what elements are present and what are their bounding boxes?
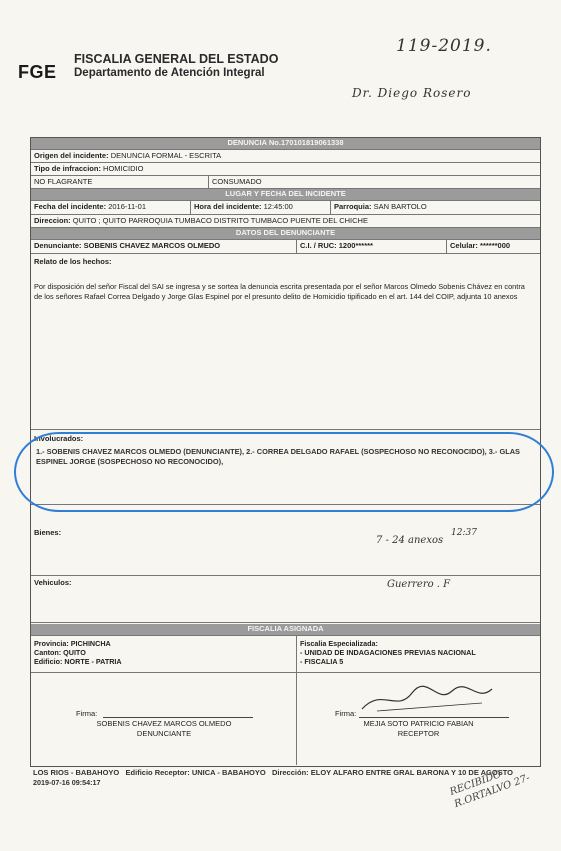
origin-label: Origen del incidente:	[34, 151, 109, 160]
footer-location: LOS RIOS - BABAHOYO	[33, 768, 120, 777]
parish-label: Parroquia:	[334, 202, 372, 211]
canton-value: QUITO	[63, 648, 86, 657]
receptor-signature-scribble	[357, 683, 497, 715]
address-label: Direccion:	[34, 216, 71, 225]
status-value: CONSUMADO	[212, 177, 262, 186]
id-label: C.I. / RUC:	[300, 241, 337, 250]
denunciante-value: SOBENIS CHAVEZ MARCOS OLMEDO	[83, 241, 221, 250]
logo-mark: FGE	[18, 62, 57, 82]
address-row	[31, 215, 540, 228]
footer-address-value: ELOY ALFARO ENTRE GRAL BARONA Y 10 DE AGOSTO	[310, 768, 514, 777]
received-stamp: RECIBIDO R.ORTALVO 27-	[448, 769, 532, 811]
footer-address-label: Dirección:	[271, 768, 309, 777]
fiscalia-row	[31, 636, 540, 673]
left-signer-name: SOBENIS CHAVEZ MARCOS OLMEDO	[96, 719, 232, 728]
right-signer-role: RECEPTOR	[397, 729, 440, 738]
parish-value: SAN BARTOLO	[373, 202, 427, 211]
date-label: Fecha del incidente:	[34, 202, 107, 211]
involucrados-text: 1.- SOBENIS CHAVEZ MARCOS OLMEDO (DENUNCIANTE), 2.- CORREA DELGADO RAFAEL (SOSPECHOSO NO RECONOCIDO), 3.- GLAS ESPINEL JORGE (SOSPECHOSO NO RECONOCIDO),	[36, 447, 520, 466]
specialized-line2: - FISCALIA 5	[300, 657, 344, 666]
phone-label: Celular:	[450, 241, 478, 250]
handwritten-name: Dr. Diego Rosero	[352, 86, 472, 100]
date-row	[31, 201, 540, 215]
handwritten-signature-note: Guerrero . F	[387, 579, 451, 590]
handwritten-time: 12:37	[451, 528, 477, 538]
canton-label: Canton:	[34, 648, 62, 657]
left-signature-line	[103, 717, 253, 718]
receptor-signature-box	[297, 673, 540, 765]
denunciante-row	[31, 240, 540, 254]
infraction-value: HOMICIDIO	[103, 164, 144, 173]
origin-value: DENUNCIA FORMAL - ESCRITA	[110, 151, 222, 160]
specialized-label: Fiscalia Especializada:	[300, 639, 378, 648]
right-signature-line	[359, 717, 509, 718]
footer-building-value: UNICA - BABAHOYO	[191, 768, 266, 777]
institution-title: FISCALIA GENERAL DEL ESTADO	[74, 52, 279, 66]
right-firma-label: Firma:	[335, 709, 357, 718]
lugar-bar: LUGAR Y FECHA DEL INCIDENTE	[31, 189, 540, 201]
province-label: Provincia:	[34, 639, 69, 648]
vehiculos-section	[31, 575, 540, 623]
denuncia-number-bar: DENUNCIA No.170101819061338	[31, 138, 540, 150]
phone-value: ******000	[480, 241, 511, 250]
department-title: Departamento de Atención Integral	[74, 67, 265, 79]
origin-row	[31, 150, 540, 163]
highlight-oval	[14, 432, 554, 512]
fiscalia-bar: FISCALIA ASIGNADA	[31, 624, 540, 636]
left-signer-role: DENUNCIANTE	[136, 729, 192, 738]
denunciante-signature-box	[31, 673, 297, 765]
denunciante-label: Denunciante:	[34, 241, 82, 250]
time-value: 12:45:00	[263, 202, 293, 211]
relato-title: Relato de los hechos:	[34, 257, 112, 266]
denunciante-bar: DATOS DEL DENUNCIANTE	[31, 228, 540, 240]
address-value: QUITO ; QUITO PARROQUIA TUMBACO DISTRITO TUMBACO PUENTE DEL CHICHE	[72, 216, 368, 225]
id-value: 1200******	[338, 241, 373, 250]
infraction-row	[31, 163, 540, 176]
time-label: Hora del incidente:	[194, 202, 262, 211]
building-value: NORTE - PATRIA	[64, 657, 122, 666]
fge-logo	[18, 62, 64, 102]
footer-timestamp: 2019-07-16 09:54:17	[33, 777, 101, 787]
firmas-row	[31, 673, 540, 765]
involucrados-title: Involucrados:	[34, 434, 84, 443]
building-label: Edificio:	[34, 657, 63, 666]
flagrancy-row	[31, 176, 540, 189]
bienes-title: Bienes:	[34, 528, 62, 537]
infraction-label: Tipo de infraccion:	[34, 164, 101, 173]
flagrancy-value: NO FLAGRANTE	[31, 176, 209, 188]
left-firma-label: Firma:	[76, 709, 98, 718]
handwritten-case-number: 119-2019.	[396, 36, 492, 56]
bienes-section	[31, 525, 540, 576]
relato-section	[31, 254, 540, 430]
date-value: 2016-11-01	[108, 202, 147, 211]
vehiculos-title: Vehiculos:	[34, 578, 72, 587]
footer-building-label: Edificio Receptor:	[125, 768, 190, 777]
province-value: PICHINCHA	[70, 639, 111, 648]
specialized-line1: - UNIDAD DE INDAGACIONES PREVIAS NACIONAL	[300, 648, 476, 657]
handwritten-annexes: 7 - 24 anexos	[376, 535, 444, 546]
right-signer-name: MEJIA SOTO PATRICIO FABIAN	[363, 719, 474, 728]
relato-text: Por disposición del señor Fiscal del SAI se ingresa y se sortea la denuncia escrita presentada por el señor Marcos Olmedo Sobenis Chávez en contra de los señores Rafael Correa Delgado y Jorge Glas Espinel por el presunto delito de Homicidio tipificado en el art. 144 del COIP, adjunta 10 anexos	[34, 282, 525, 301]
